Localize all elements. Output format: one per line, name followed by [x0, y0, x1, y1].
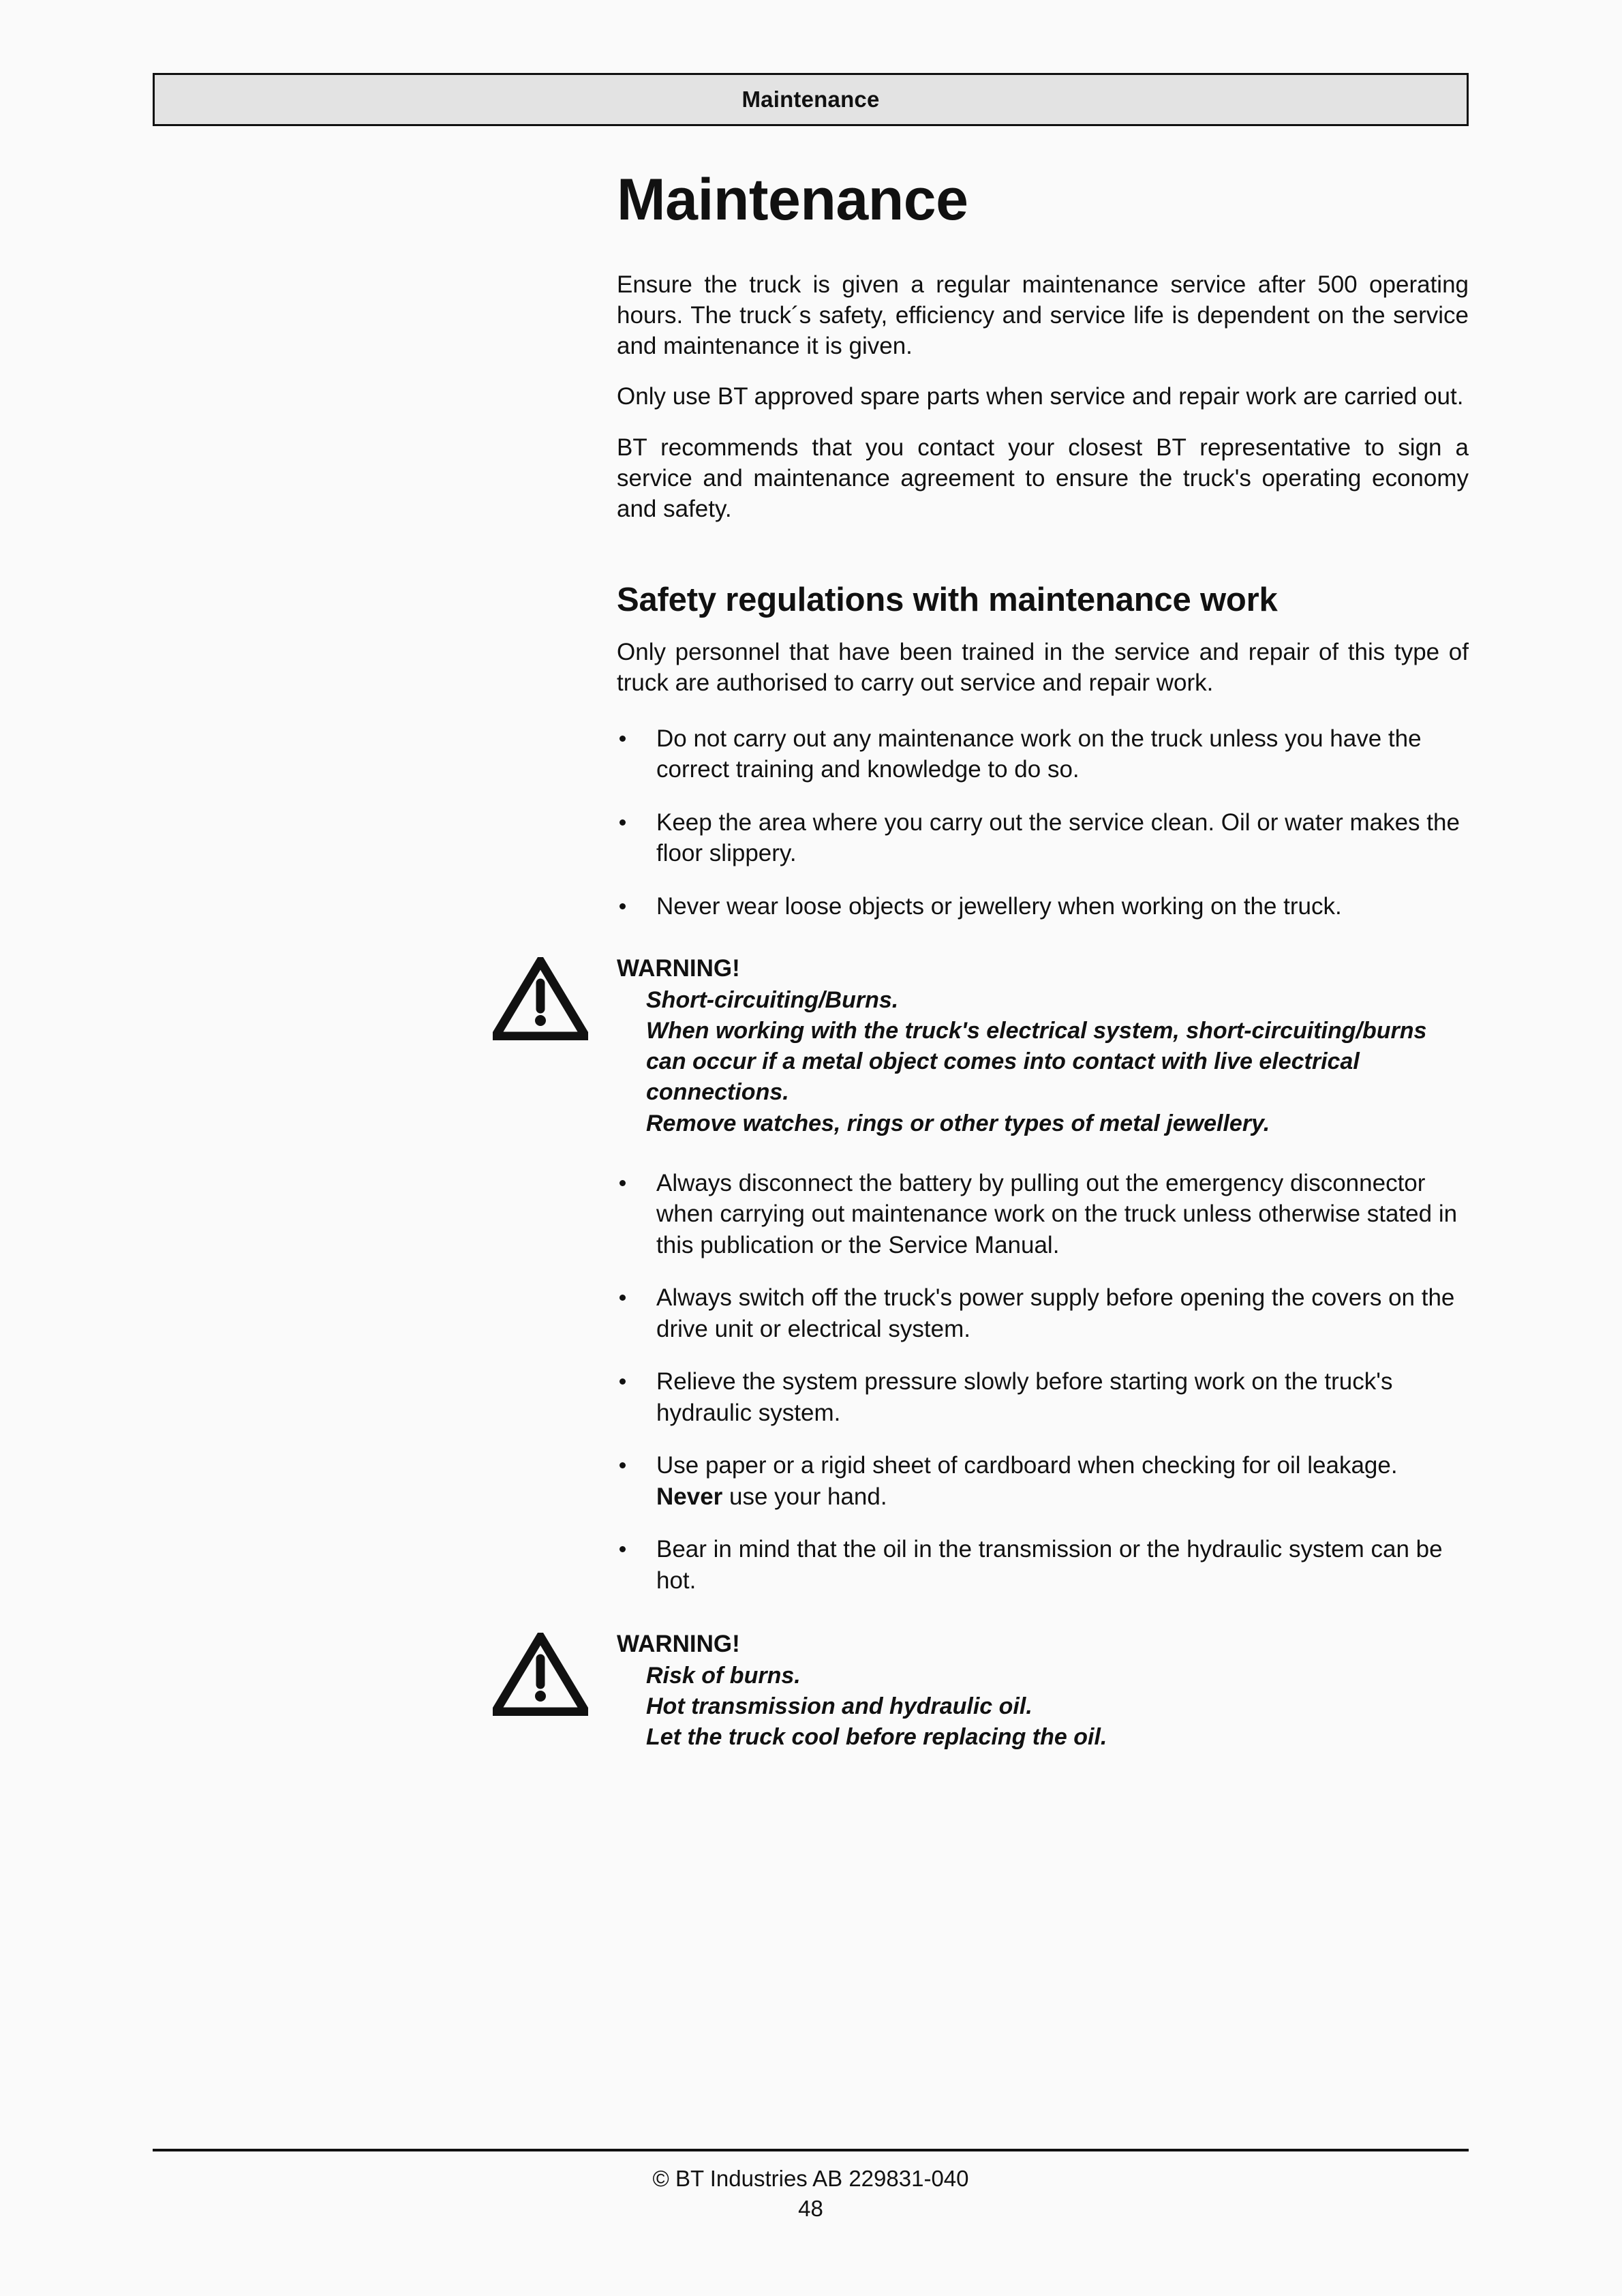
bullet-dot-icon	[619, 1180, 626, 1186]
list-item-text: Never wear loose objects or jewellery when working on the truck.	[656, 892, 1342, 920]
warning-label: WARNING!	[617, 955, 740, 982]
list-item-text: Use paper or a rigid sheet of cardboard when checking for oil leakage.	[656, 1452, 1398, 1479]
list-item	[617, 723, 1469, 785]
warning-line: Short-circuiting/Burns.	[646, 986, 899, 1013]
intro-paragraph-2: Only use BT approved spare parts when service and repair work are carried out.	[617, 383, 1464, 410]
intro-paragraph-1: Ensure the truck is given a regular maintenance service after 500 operating hours. The truck´s safety, efficiency and service life is dependent on the service and maintenance it is given.	[617, 271, 1469, 359]
warning-line: When working with the truck's electrical system, short-circuiting/burns can occur if a metal object comes into contact with live electrical connections.	[646, 1017, 1427, 1106]
warning-lines	[617, 985, 1469, 1139]
warning-line: Risk of burns.	[646, 1662, 801, 1689]
footer	[153, 2164, 1469, 2224]
warning-body	[617, 1630, 1469, 1753]
list-item	[617, 1366, 1469, 1428]
bullet-dot-icon	[619, 819, 626, 826]
list-item-text: Always disconnect the battery by pulling out the emergency disconnector when carrying out maintenance work on the truck unless otherwise stated in this publication or the Service Manual.	[656, 1169, 1458, 1258]
list-item	[617, 1168, 1469, 1261]
list-item-text: Relieve the system pressure slowly before starting work on the truck's hydraulic system.	[656, 1368, 1393, 1426]
warning-label: WARNING!	[617, 1631, 740, 1658]
warning-triangle-icon	[493, 957, 588, 1040]
list-item	[617, 1450, 1469, 1512]
footer-copyright: © BT Industries AB 229831-040	[652, 2166, 969, 2191]
section-heading-safety-regulations: Safety regulations with maintenance work	[617, 581, 1278, 618]
bullet-dot-icon	[619, 1295, 626, 1301]
section-intro-paragraph: Only personnel that have been trained in the service and repair of this type of truck are authorised to carry out service and repair work.	[617, 638, 1469, 696]
warning-block-short-circuiting	[617, 954, 1469, 1139]
running-header	[153, 73, 1469, 126]
list-item	[617, 891, 1469, 922]
list-item-text: Keep the area where you carry out the service clean. Oil or water makes the floor slippery.	[656, 809, 1460, 866]
list-item-text-tail: use your hand.	[722, 1483, 887, 1510]
bullet-dot-icon	[619, 1378, 626, 1385]
safety-bullet-list-secondary	[617, 1168, 1469, 1597]
intro-paragraph-3: BT recommends that you contact your closest BT representative to sign a service and maintenance agreement to ensure the truck's operating economy and safety.	[617, 434, 1469, 522]
bullet-dot-icon	[619, 1546, 626, 1552]
warning-triangle-icon	[493, 1633, 588, 1716]
list-item	[617, 807, 1469, 869]
warning-body	[617, 954, 1469, 1139]
list-item-text: Bear in mind that the oil in the transmission or the hydraulic system can be hot.	[656, 1536, 1443, 1594]
warning-line: Hot transmission and hydraulic oil.	[646, 1693, 1032, 1720]
safety-bullet-list-primary	[617, 723, 1469, 922]
warning-line: Remove watches, rings or other types of metal jewellery.	[646, 1110, 1270, 1136]
list-item	[617, 1534, 1469, 1596]
footer-divider	[153, 2149, 1469, 2151]
list-item-text: Do not carry out any maintenance work on the truck unless you have the correct training and knowledge to do so.	[656, 725, 1422, 783]
bullet-dot-icon	[619, 1462, 626, 1468]
warning-lines	[617, 1661, 1469, 1753]
running-header-title: Maintenance	[741, 87, 880, 112]
content-column	[617, 167, 1469, 1753]
warning-line: Let the truck cool before replacing the oil.	[646, 1724, 1107, 1751]
page-number: 48	[798, 2195, 823, 2221]
list-item	[617, 1282, 1469, 1344]
bullet-dot-icon	[619, 736, 626, 742]
bullet-dot-icon	[619, 903, 626, 909]
page-title: Maintenance	[617, 167, 968, 232]
warning-block-risk-of-burns	[617, 1630, 1469, 1753]
list-item-text: Always switch off the truck's power supply before opening the covers on the drive unit or electrical system.	[656, 1284, 1455, 1342]
list-item-emphasis: Never	[656, 1483, 723, 1510]
